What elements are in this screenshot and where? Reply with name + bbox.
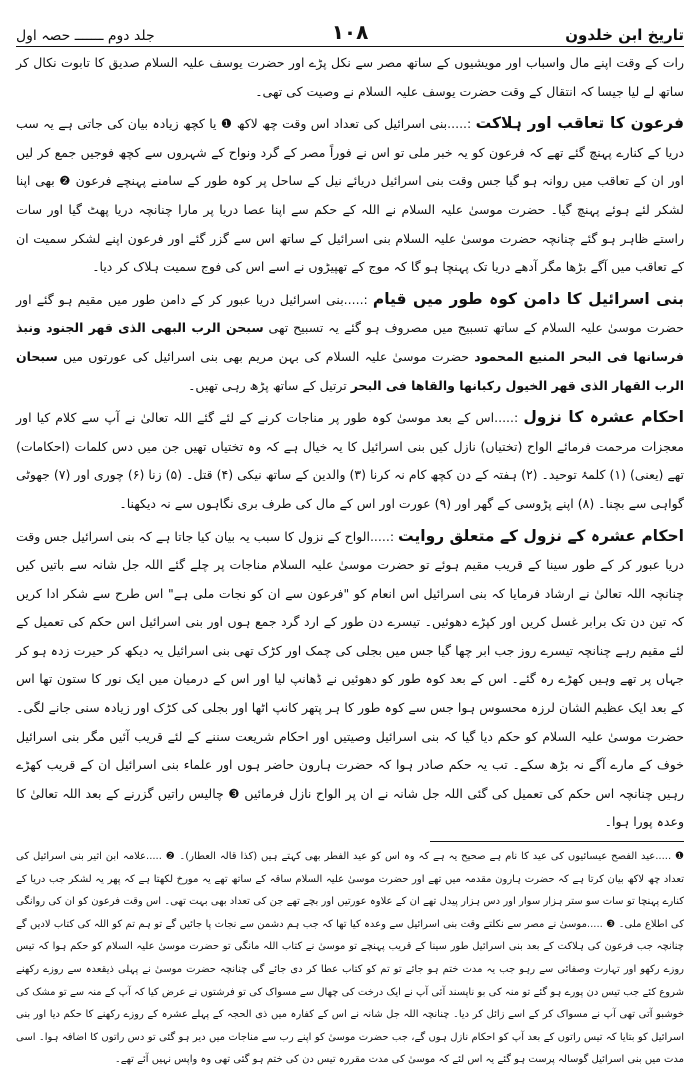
footnote-divider — [430, 841, 684, 842]
book-title: تاریخ ابن خلدون — [565, 26, 684, 44]
paragraph-text: :.....بنی اسرائیل کی تعداد اس وقت چھ لاکھ ❶ یا کچھ زیادہ بیان کی جاتی ہے یہ سب دریا کے کنارے پہنچ گئے تھے کہ فرعون کو یہ خبر ملی تو اس نے فوراً مصر کے گرد ونواح کے شہروں سے کچھ فوجیں جمع کر لیں اور ان کے تعاقب میں روانہ ہو گیا جس وقت بنی اسرائیل دریائے نیل کے ساحل پر کوہ طور کے سامنے پہنچے فرعون ❷ بھی اپنا لشکر لئے ہوئے پہنچ گیا۔ حضرت موسیٰ علیہ السلام نے اللہ کے حکم سے اپنا عصا دریا پر مارا چنانچہ دریا پھٹ گیا اور سات راستے ظاہر ہو گئے چنانچہ حضرت موسیٰ علیہ السلام بنی اسرائیل کے ساتھ اس سے گزر گئے اور فرعون اپنے لشکر سمیت ان کے تعاقب میں آگے بڑھا مگر آدھے دریا تک پہنچا ہو گا کہ موج کے تھپیڑوں نے اسے اس کی فوج سمیت ہلاک کر دیا۔ — [16, 116, 684, 275]
section-heading: احکام عشرہ کا نزول — [523, 408, 684, 427]
main-text — [16, 49, 684, 837]
paragraph-text: ترتیل کے ساتھ پڑھ رہی تھیں۔ — [188, 377, 347, 393]
paragraph-text: حضرت موسیٰ علیہ السلام کی بہن مریم بھی بنی اسرائیل کی عورتوں میں — [63, 348, 470, 364]
arabic-quote: سبحان الرب القھار الذی قھر الخیول رکبانھا والقاھا فی البحر — [16, 348, 684, 393]
section-heading: فرعون کا تعاقب اور ہلاکت — [475, 114, 684, 133]
paragraph-pharaoh-pursuit — [16, 109, 684, 282]
paragraph-text: :.....بنی اسرائیل دریا عبور کر کے دامن طور میں مقیم ہو گئے اور حضرت موسیٰ علیہ السلام کے ساتھ تسبیح میں مصروف ہو گئے یہ تسبیح تھی — [16, 291, 684, 336]
page-header — [16, 10, 684, 47]
arabic-quote: سبحن الرب البھی الذی قھر الجنود ونبذ فرسانھا فی البحر المنیع المحمود — [16, 320, 684, 364]
section-heading: بنی اسرائیل کا دامن کوہ طور میں قیام — [372, 289, 684, 308]
paragraph-text: رات کے وقت اپنے مال واسباب اور مویشیوں کے ساتھ مصر سے نکل پڑے اور حضرت یوسف علیہ السلام صدیق کا تابوت نکال کر ساتھ لے لیا جیسا کہ انتقال کے وقت حضرت یوسف علیہ السلام نے وصیت کی تھی۔ — [16, 55, 684, 99]
paragraph-text: :.....الواح کے نزول کا سبب یہ بیان کیا جاتا ہے کہ بنی اسرائیل جس وقت دریا عبور کر کے طور سینا کے قریب مقیم ہوئے تو حضرت موسیٰ علیہ السلام مناجات پر چلے گئے اللہ جل شانہ سے باتیں کیں چنانچہ اللہ تعالیٰ نے ارشاد فرمایا کہ بنی اسرائیل اس انعام کو "فرعون سے ان کو نجات ملی ہے" اس طرح سے شکر ادا کریں کہ تین دن تک برابر غسل کریں اور کپڑے دھوئیں۔ تیسرے دن طور کے ارد گرد جمع ہوں اور بنی اسرائیل اس حکم کی تعمیل کے لئے مقیم رہے چنانچہ تیسرے روز جب ابر چھا گیا جس میں بجلی کی چمک اور کڑک تھی بنی اسرائیل یہ دیکھ کر حیرت زدہ ہو کر جہاں پر تھے وہیں کھڑے رہ گئے۔ اس کے بعد کوہ طور کو دھوئیں نے ڈھانپ لیا اور اس کے درمیان میں ایک نور کا ستون تھا اس کے بعد ایک عظیم الشان لرزہ محسوس ہوا جس سے کوہ طور کا ہر پتھر کانپ اٹھا اور بجلی کی کڑک اور زیادہ سنی جانے لگی۔ حضرت موسیٰ علیہ السلام کو حکم دیا گیا کہ بنی اسرائیل وصیتیں اور احکام شریعت سننے کے لئے قریب آئیں مگر بنی اسرائیل خوف کے مارے آگے نہ بڑھ سکے۔ تب یہ حکم صادر ہوا کہ حضرت ہارون حاضر ہوں اور علماء بنی اسرائیل ان کے قریب کھڑے رہیں چنانچہ اس حکم کی تعمیل کی گئی اللہ جل شانہ نے ان پر الواح نازل فرمائیں ❸ چالیس راتیں گزرنے کے بعد اللہ تعالیٰ کا وعدہ پورا ہوا۔ — [16, 528, 684, 830]
footnote-text: ❶ .....عید الفصح عیسائیوں کی عید کا نام ہے صحیح یہ ہے کہ وہ اس کو عید الفطر بھی کہتے ہیں (کذا قالہ العطار)۔ ❷ .....علامہ ابن اثیر بنی اسرائیل کی تعداد چھ لاکھ بیان کرتا ہے کہ حضرت ہارون مقدمہ میں تھے اور حضرت موسیٰ علیہ السلام ساقہ کے ساتھ تھے یہ مورخ لکھتا ہے کہ پھر یہ لشکر جب دریا کے کنارے پہنچا تو سات سو ستر ہزار سوار اور دس ہزار پیدل تھے ان کے علاوہ عورتیں اور بچے تھے جن کی تعداد بھی بہت تھی۔ اس وقت فرعون کو ان کی روانگی کی اطلاع ملی۔ ❸ .....موسیٰ نے مصر سے نکلتے وقت بنی اسرائیل سے وعدہ کیا تھا کہ جب ہم دشمن سے نجات پا جائیں گے تو ہم تم کو اللہ کی کتاب لادیں گے چنانچہ جب فرعون کی ہلاکت کے بعد بنی اسرائیل طور سینا کے قریب پہنچے تو موسیٰ نے کتاب اللہ مانگی تو حضرت موسیٰ علیہ السلام کو حکم ہوا کہ تیس روزے رکھو اور تہارت وصفائی سے رہو جب یہ مدت ختم ہو جائے تو تم کو کتاب عطا کر دی جائے گی چنانچہ حضرت موسیٰ نے پہلی ذیقعدہ سے روزے رکھنے شروع کئے جب تیس دن پورے ہو گئے تو منہ کی بو ناپسند آئی آپ نے ایک درخت کی چھال سے مسواک کی تو فرشتوں نے عرض کیا کہ آپ کے منہ سے تو مشک کی خوشبو آتی تھی آپ نے مسواک کر کے اسے زائل کر دیا۔ چنانچہ اللہ جل شانہ نے اس کے کفارہ میں ذی الحجہ کے پہلے عشرہ کے روزے رکھنے کا حکم دیا اور بنی اسرائیل کو بتایا کہ تیس راتوں کے بعد آپ کو احکام نازل ہوں گے، جب حضرت موسیٰ کو اپنے رب سے مناجات میں دیر ہو گئی تو دس راتوں کا اضافہ ہوا۔ اسی مدت میں بنی اسرائیل گوسالہ پرست ہو گئے یہ اس لئے کہ موسیٰ کی مدت مقررہ تیس دن کی ختم ہو گئی تھی وہ واپس نہیں آئے تھے۔ — [16, 851, 684, 1066]
paragraph-mount-sinai-stay — [16, 285, 684, 400]
volume-label: جلد دوم ـــــــ حصہ اول — [16, 28, 155, 44]
paragraph-exodus — [16, 49, 684, 106]
paragraph-commandments-narration — [16, 522, 684, 838]
paragraph-ten-commandments — [16, 403, 684, 518]
footnotes — [16, 846, 684, 1072]
page-number: ۱۰۸ — [331, 20, 369, 44]
section-heading: احکام عشرہ کے نزول کے متعلق روایت — [398, 526, 684, 545]
paragraph-text: :.....اس کے بعد موسیٰ کوہ طور پر مناجات کرنے کے لئے گئے اللہ تعالیٰ نے آپ سے کلام کیا اور معجزات مرحمت فرمائے الواح (تختیاں) نازل کیں بنی اسرائیل کا یہ خیال ہے کہ وہ تختیاں تھیں جن میں دس کلمات (احکامات) تھے (یعنی) (۱) کلمۂ توحید۔ (۲) ہفتہ کے دن کچھ کام نہ کرنا (۳) والدین کے ساتھ نیکی (۴) قتل۔ (۵) زنا (۶) چوری اور (۷) جھوٹی گواہی سے بچنا۔ (۸) اپنے پڑوسی کے گھر اور (۹) عورت اور اس کے مال کی طرف بری نگاہوں سے نہ دیکھنا۔ — [16, 410, 684, 511]
